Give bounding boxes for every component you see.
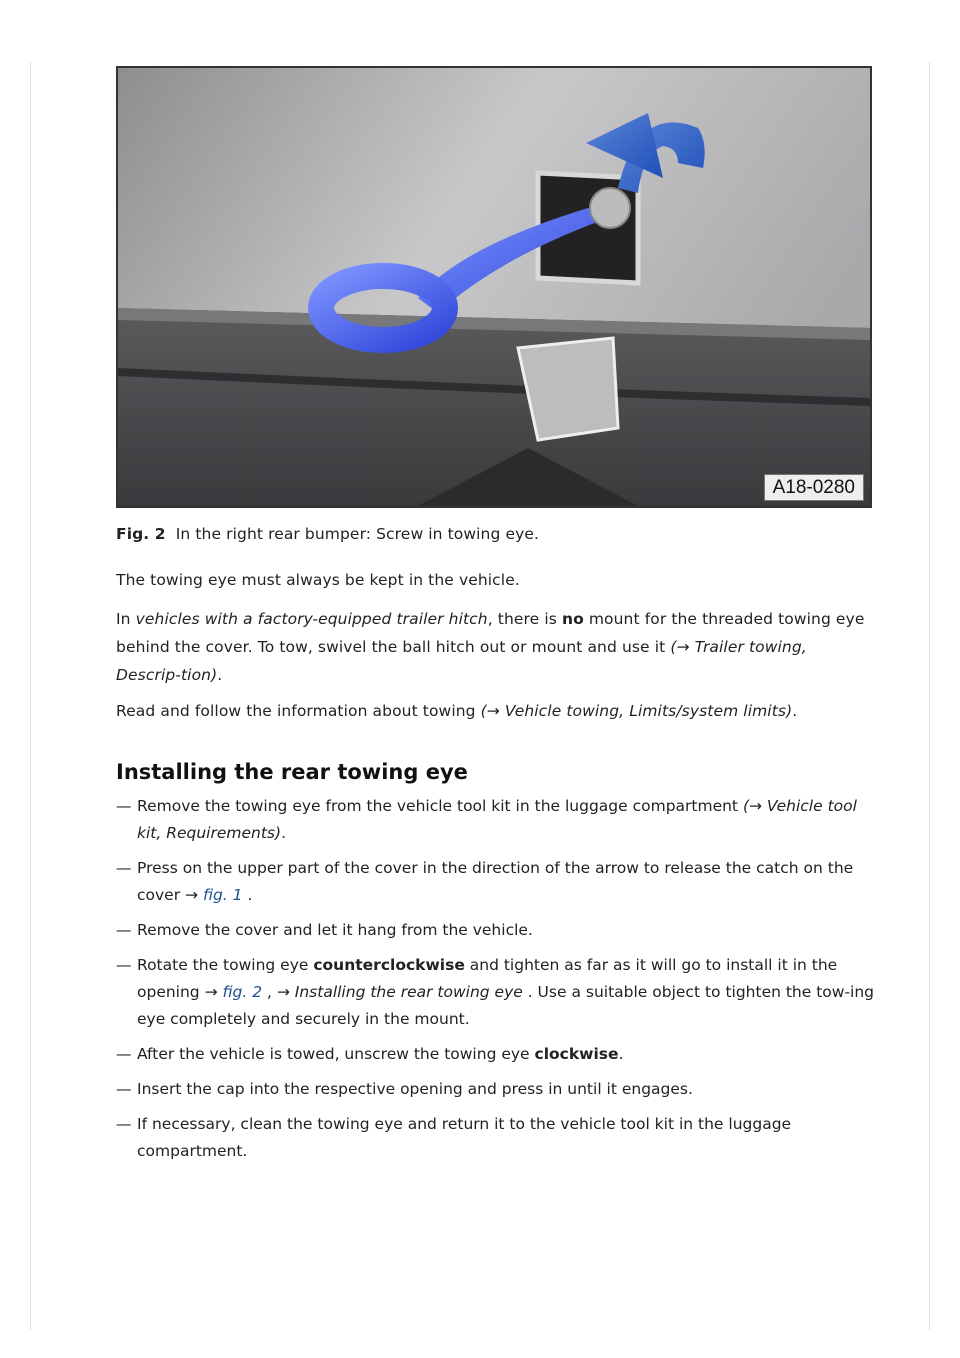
reference-tool-kit: (→ Vehicle tool kit, Requirements) (137, 797, 857, 842)
dash-bullet: — (116, 1045, 132, 1063)
reference-installing-eye[interactable]: → Installing the rear towing eye (276, 983, 523, 1001)
list-item (116, 855, 876, 909)
text-run: . (217, 666, 223, 684)
link-fig-2[interactable]: fig. 2 (222, 983, 263, 1001)
text-run: mount for the threaded towing eye behind the cover. To tow, swivel the ball hitch out or mount and use it (116, 610, 865, 656)
list-item (116, 917, 876, 944)
text-run: and tighten as far as it will go to install it in the opening (137, 956, 838, 1001)
bold-run: counterclockwise (313, 956, 465, 974)
text-run: Remove the towing eye from the vehicle tool kit in the luggage compartment (137, 797, 743, 815)
text-run: In (116, 610, 136, 628)
text-run: Rotate the towing eye (137, 956, 314, 974)
left-margin-rule (30, 62, 31, 1330)
list-item (116, 793, 876, 847)
list-item (116, 1041, 876, 1068)
italic-run: vehicles with a factory-equipped trailer hitch (135, 610, 488, 628)
link-fig-1[interactable]: fig. 1 (202, 886, 243, 904)
arrow-glyph: → (204, 983, 223, 1001)
bold-run: no (561, 610, 584, 628)
bold-run: clockwise (534, 1045, 619, 1063)
reference-trailer-towing: (→ Trailer towing, Descrip-tion) (116, 638, 807, 684)
list-item (116, 1076, 876, 1103)
section-heading: Installing the rear towing eye (116, 760, 468, 784)
installation-steps (116, 793, 876, 1173)
text-run: Remove the cover and let it hang from the vehicle. (137, 921, 533, 939)
text-run: . (242, 886, 253, 904)
text-run: , (262, 983, 277, 1001)
text-run: . Use a suitable object to tighten the tow-ing eye completely and securely in the mount. (137, 983, 875, 1028)
text-run: . (281, 824, 286, 842)
figure-number: Fig. 2 (116, 525, 166, 543)
text-run: Press on the upper part of the cover in the direction of the arrow to release the catch on the cover (137, 859, 854, 904)
figure-caption-text: In the right rear bumper: Screw in towing eye. (175, 525, 540, 543)
text-run: , there is (487, 610, 562, 628)
figure-code-label: A18-0280 (764, 474, 864, 501)
towing-eye-illustration (116, 66, 872, 508)
text-run: Insert the cap into the respective opening and press in until it engages. (137, 1080, 693, 1098)
dash-bullet: — (116, 921, 132, 939)
right-margin-rule (929, 62, 930, 1330)
reference-vehicle-towing: (→ Vehicle towing, Limits/system limits) (480, 702, 793, 720)
list-item (116, 952, 876, 1033)
dash-bullet: — (116, 1115, 132, 1133)
paragraph-towing-info (116, 697, 876, 725)
paragraph-trailer-hitch (116, 605, 876, 689)
dash-bullet: — (116, 956, 132, 974)
text-run: . (618, 1045, 624, 1063)
paragraph-keep-towing-eye: The towing eye must always be kept in the vehicle. (116, 571, 520, 589)
dash-bullet: — (116, 797, 132, 815)
text-run: After the vehicle is towed, unscrew the towing eye (137, 1045, 535, 1063)
dash-bullet: — (116, 859, 132, 877)
text-run: . (792, 702, 798, 720)
text-run: Read and follow the information about towing (116, 702, 481, 720)
figure-caption (116, 520, 876, 548)
list-item (116, 1111, 876, 1165)
bumper-drawing (118, 68, 870, 506)
dash-bullet: — (116, 1080, 132, 1098)
arrow-glyph: → (185, 886, 203, 904)
text-run: If necessary, clean the towing eye and return it to the vehicle tool kit in the luggage compartment. (137, 1115, 792, 1160)
